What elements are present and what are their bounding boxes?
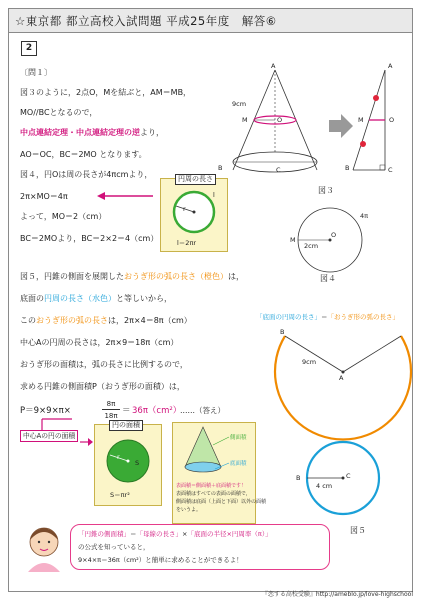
solution-line-6: 2π×MO＝4π — [20, 192, 68, 201]
answer-marker: ……（答え） — [180, 406, 225, 415]
legend-note-1: 表面積＝側面積＋底面積です！ — [176, 483, 247, 489]
fig5-caption: 図５ — [350, 526, 366, 535]
figure-4 — [290, 200, 370, 280]
speech-term-1: 「円錐の側面積」 — [78, 530, 130, 538]
fig4-length: 2cm — [304, 242, 319, 250]
fig3-length: 9cm — [232, 100, 247, 108]
teacher-avatar — [20, 522, 68, 574]
radius-label: r — [183, 205, 186, 213]
fig3-label-a2: A — [388, 62, 393, 70]
area-s-label: S — [135, 459, 140, 467]
circle-area-box — [94, 421, 162, 506]
fig3-label-b2: B — [345, 164, 350, 172]
circumference-blue: 円周の長さ（水色） — [44, 294, 116, 303]
figure-3 — [225, 62, 410, 197]
part2-line-3a: この — [20, 316, 36, 325]
question-number: 2 — [21, 41, 37, 56]
legend-note-4: をいうよ。 — [176, 507, 202, 513]
circle-area-formula: S＝πr² — [110, 491, 130, 499]
speech-line-1 — [78, 529, 272, 539]
formula-equals: ＝ — [122, 406, 131, 416]
part2-line-3 — [20, 316, 192, 326]
question-label: 〔問１〕 — [20, 68, 52, 77]
cone-diagram — [173, 423, 255, 483]
fig5-label-b: B — [280, 328, 285, 336]
solution-line-3 — [20, 128, 164, 138]
fig3-caption: 図３ — [318, 186, 334, 195]
circle-area-title: 円の面積 — [109, 420, 143, 431]
part2-line-6: 求める円錐の側面積P（おうぎ形の面積）は， — [20, 382, 185, 391]
fig5-length-9: 9cm — [302, 358, 317, 366]
fig5-title-eq: ＝ — [321, 313, 328, 321]
page-title: ☆東京都 都立高校入試問題 平成25年度 解答⑥ — [9, 9, 412, 33]
fig4-circumference: 4π — [360, 212, 369, 220]
part2-line-4: 中心Aの円周の長さは，2π×9＝18π（cm） — [20, 338, 179, 347]
fig3-label-o: O — [277, 116, 283, 124]
circle-length-box — [160, 175, 228, 252]
fig3-label-c: C — [276, 166, 281, 174]
circle-length-title: 円周の長さ — [175, 174, 216, 185]
part2-line-1c: は， — [228, 272, 244, 281]
source-credit: 『恋する高校受験』http://ameblo.jp/love-highschool — [261, 591, 413, 598]
area-radius-label: r — [117, 453, 120, 461]
fig4-caption: 図４ — [320, 274, 336, 283]
fig5-length-4: 4 cm — [316, 482, 333, 490]
fig3-label-b: B — [218, 164, 223, 172]
part2-line-5: おうぎ形の面積は，弧の長さに比例するので， — [20, 360, 188, 369]
fig4-label-m: M — [290, 236, 296, 244]
speech-line-2: の公式を知っていると， — [78, 543, 150, 551]
speech-eq: ＝ — [130, 530, 137, 538]
fig5-label-b2: B — [296, 474, 301, 482]
fraction-numerator: 8π — [102, 399, 120, 410]
arc-length-ref: おうぎ形の弧の長さ — [36, 316, 108, 325]
solution-line-8: BC＝2MOより，BC＝2×2＝4（cm） — [20, 234, 159, 243]
length-label: l — [213, 191, 215, 199]
cone-area-box — [172, 422, 267, 524]
area-formula: P＝9×9×π× — [20, 406, 71, 416]
fig3-label-a: A — [271, 62, 276, 70]
arc-length-orange: おうぎ形の弧の長さ（橙色） — [124, 272, 228, 281]
circle-length-formula: l＝2πr — [177, 239, 197, 247]
speech-term-3: 「底面の半径×円周率（π）」 — [187, 530, 272, 538]
part2-line-3c: は，2π×4＝8π（cm） — [108, 316, 192, 325]
pointer-arrow — [95, 190, 155, 202]
part2-line-2 — [20, 294, 172, 304]
base-label: 底面積 — [230, 461, 247, 467]
solution-line-2: MO//BCとなるので， — [20, 108, 98, 117]
theorem-name: 中点連結定理・中点連結定理の逆 — [20, 128, 140, 137]
lateral-label: 側面積 — [230, 435, 247, 441]
fig4-label-o: O — [331, 231, 337, 239]
center-a-area-tag: 中心Aの円の面積 — [20, 430, 78, 442]
solution-line-4: AO＝OC，BC＝2MO となります。 — [20, 150, 147, 159]
formula-answer: 36π（cm²） — [132, 406, 182, 416]
fig3-label-o2: O — [389, 116, 395, 124]
speech-line-3: 9×4×π＝36π（cm²）と簡単に求めることができるよ！ — [78, 556, 243, 564]
solution-line-1: 図３のように，2点O，Mを結ぶと，AM＝MB， — [20, 88, 192, 97]
tag-right-arrow — [80, 436, 94, 448]
solution-line-5: 図４，円Oは周の長さが4πcmより， — [20, 170, 153, 179]
fig5-label-a: A — [339, 374, 344, 382]
part2-line-2a: 底面の — [20, 294, 44, 303]
fig3-label-m: M — [242, 116, 248, 124]
part2-line-2c: と等しいから， — [116, 294, 172, 303]
part2-line-1 — [20, 272, 244, 282]
speech-times: × — [182, 530, 188, 538]
tag-arrow — [36, 415, 76, 433]
fig5-label-c: C — [346, 472, 351, 480]
part2-line-1a: 図５，円錐の側面を展開した — [20, 272, 124, 281]
fig5-title-a: 「底面の円周の長さ」 — [256, 313, 321, 321]
fig5-title-b: 「おうぎ形の弧の長さ」 — [327, 313, 399, 321]
speech-term-2: 「母線の長さ」 — [136, 530, 182, 538]
fig3-label-c2: C — [388, 166, 393, 174]
solution-line-3-tail: より， — [140, 128, 164, 137]
solution-line-7: よって，MO＝2（cm） — [20, 212, 107, 221]
legend-note-3: 側面積は底面（上面と下面）以外の面積 — [176, 499, 267, 505]
legend-note-2: 表面積はすべての表面の面積で， — [176, 491, 251, 497]
fig3-label-m2: M — [358, 116, 364, 124]
figure-5 — [265, 320, 415, 520]
fraction-denominator: 18π — [104, 412, 118, 420]
